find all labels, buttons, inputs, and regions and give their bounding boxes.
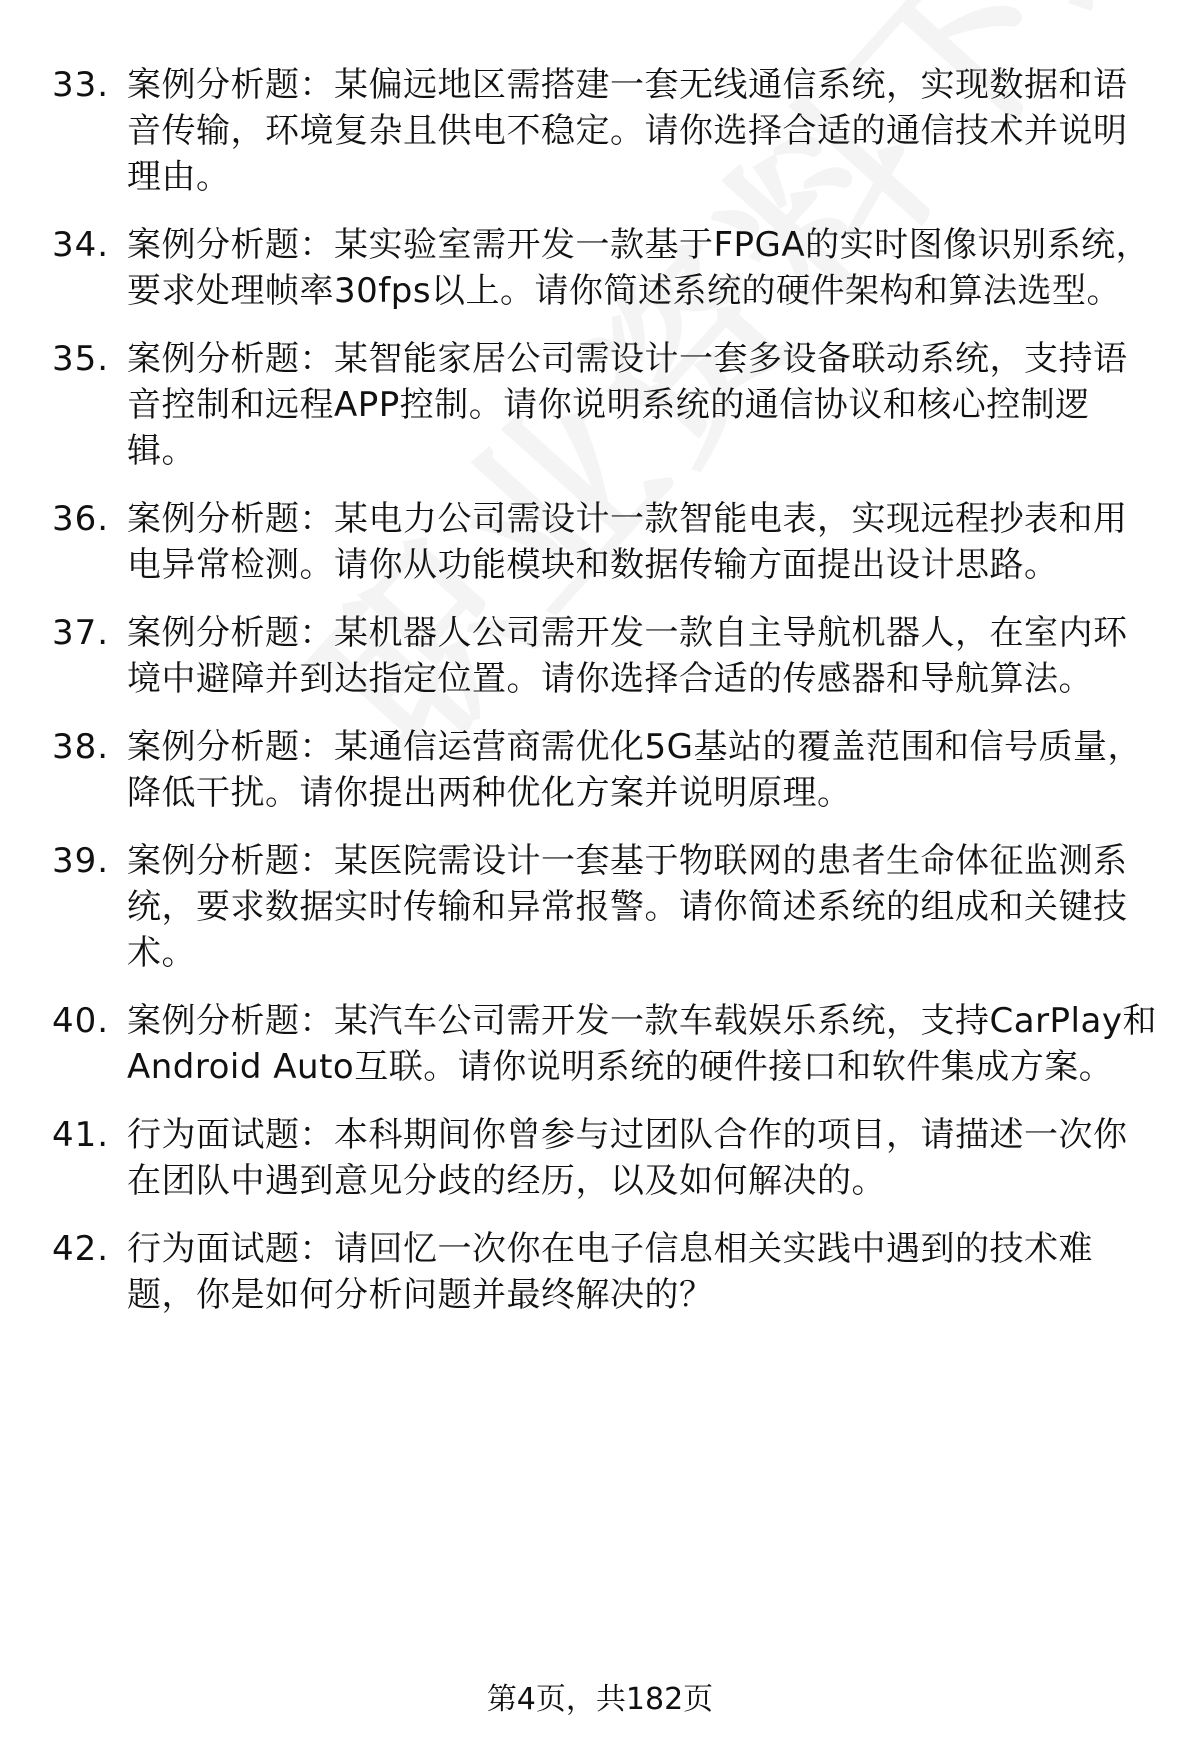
question-number: 33. [52,65,110,105]
question-number: 41. [52,1115,110,1155]
question-text: 行为面试题：本科期间你曾参与过团队合作的项目，请描述一次你在团队中遇到意见分歧的经历，以及如何解决的。 [127,1115,1128,1201]
question-item [0,1112,1200,1204]
question-text: 案例分析题：某医院需设计一套基于物联网的患者生命体征监测系统，要求数据实时传输和异常报警。请你简述系统的组成和关键技术。 [127,841,1128,973]
question-text: 案例分析题：某电力公司需设计一款智能电表，实现远程抄表和用电异常检测。请你从功能模块和数据传输方面提出设计思路。 [127,499,1128,585]
question-item [0,998,1200,1090]
question-text: 案例分析题：某智能家居公司需设计一套多设备联动系统，支持语音控制和远程APP控制。请你说明系统的通信协议和核心控制逻辑。 [127,339,1128,471]
question-text: 案例分析题：某实验室需开发一款基于FPGA的实时图像识别系统，要求处理帧率30fps以上。请你简述系统的硬件架构和算法选型。 [127,225,1151,311]
question-number: 37. [52,613,110,653]
question-number: 38. [52,727,110,767]
question-text: 行为面试题：请回忆一次你在电子信息相关实践中遇到的技术难题，你是如何分析问题并最终解决的？ [127,1229,1093,1315]
question-item [0,724,1200,816]
question-item [0,336,1200,474]
question-item [0,496,1200,588]
question-list [0,62,1200,1340]
question-number: 39. [52,841,110,881]
question-text: 案例分析题：某偏远地区需搭建一套无线通信系统，实现数据和语音传输，环境复杂且供电不稳定。请你选择合适的通信技术并说明理由。 [127,65,1128,197]
question-text: 案例分析题：某机器人公司需开发一款自主导航机器人，在室内环境中避障并到达指定位置。请你选择合适的传感器和导航算法。 [127,613,1128,699]
question-number: 35. [52,339,110,379]
question-number: 42. [52,1229,110,1269]
question-text: 案例分析题：某汽车公司需开发一款车载娱乐系统，支持CarPlay和Android Auto互联。请你说明系统的硬件接口和软件集成方案。 [127,1001,1157,1087]
page-footer [0,1680,1200,1720]
question-item [0,838,1200,976]
question-item [0,222,1200,314]
question-number: 40. [52,1001,110,1041]
question-number: 34. [52,225,110,265]
question-item [0,62,1200,200]
question-item [0,1226,1200,1318]
question-number: 36. [52,499,110,539]
question-text: 案例分析题：某通信运营商需优化5G基站的覆盖范围和信号质量，降低干扰。请你提出两种优化方案并说明原理。 [127,727,1142,813]
page-number-label: 第4页，共182页 [486,1682,714,1717]
question-item [0,610,1200,702]
